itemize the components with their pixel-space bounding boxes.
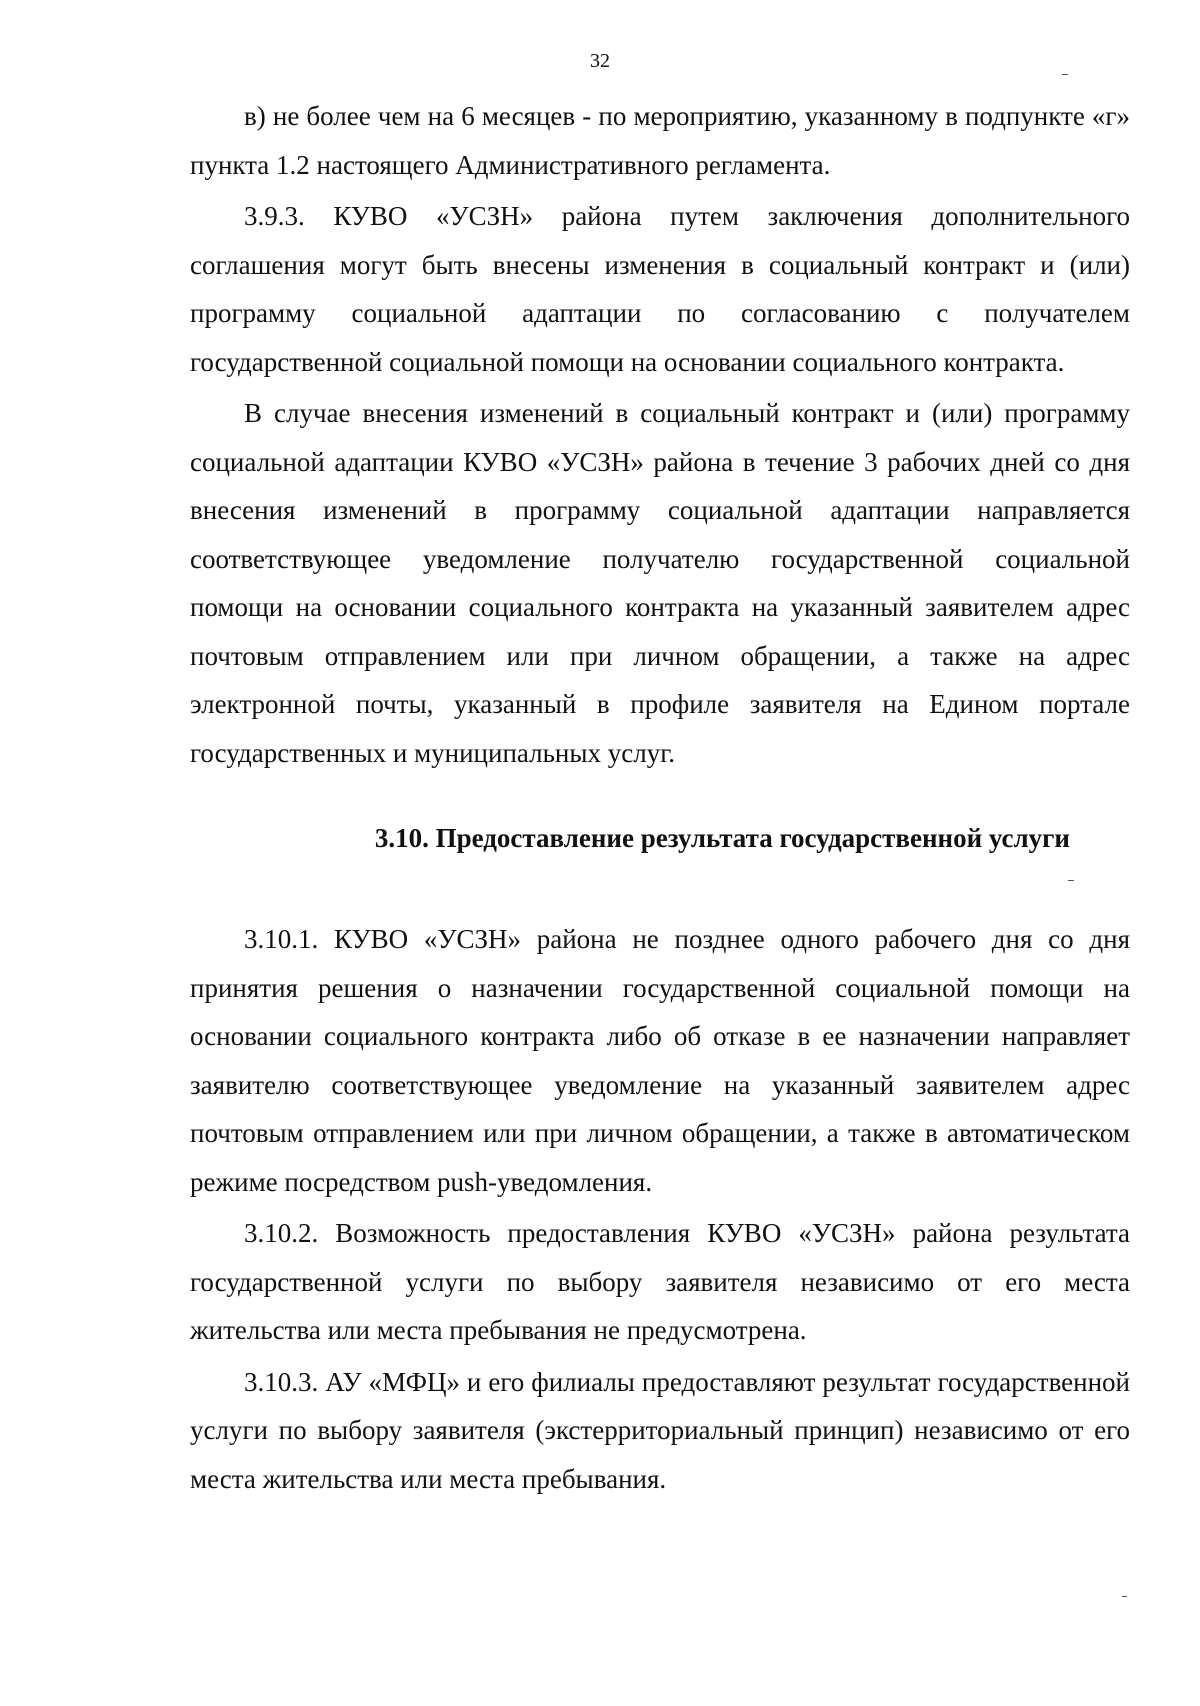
paragraph-3-9-3: 3.9.3. КУВО «УСЗН» района путем заключения дополнительного соглашения могут быть внесены изменения в социальный контракт и (или) программу социальной адаптации по согласованию с получателем государственной социальной помощи на основании социального контракта. xyxy=(190,201,1130,377)
section-heading-3-10: 3.10. Предоставление результата государственной услуги xyxy=(374,823,1070,853)
scan-artifact xyxy=(1062,74,1068,75)
text-block-after-heading xyxy=(190,915,1130,1503)
scan-artifact xyxy=(1068,880,1074,881)
paragraph-changes-notice: В случае внесения изменений в социальный контракт и (или) программу социальной адаптации КУВО «УСЗН» района в течение 3 рабочих дней со дня внесения изменений в программу социальной адаптации направляется соответствующее уведомление получателю государственной социальной помощи на основании социального контракта на указанный заявителем адрес почтовым отправлением или при личном обращении, а также на адрес электронной почты, указанный в профиле заявителя на Едином портале государственных и муниципальных услуг. xyxy=(190,398,1130,768)
paragraph-3-10-1: 3.10.1. КУВО «УСЗН» района не позднее одного рабочего дня со дня принятия решения о назначении государственной социальной помощи на основании социального контракта либо об отказе в ее назначении направляет заявителю соответствующее уведомление на указанный заявителем адрес почтовым отправлением или при личном обращении, а также в автоматическом режиме посредством push-уведомления. xyxy=(190,924,1130,1197)
paragraph-3-10-3: 3.10.3. АУ «МФЦ» и его филиалы предоставляют результат государственной услуги по выбору заявителя (экстерриториальный принцип) независимо от его места жительства или места пребывания. xyxy=(190,1366,1130,1494)
paragraph-subitem-v: в) не более чем на 6 месяцев - по мероприятию, указанному в подпункте «г» пункта 1.2 настоящего Административного регламента. xyxy=(190,101,1130,180)
scan-artifact xyxy=(1122,1596,1127,1597)
page-number: 32 xyxy=(590,50,610,72)
paragraph-3-10-2: 3.10.2. Возможность предоставления КУВО «УСЗН» района результата государственной услуги по выбору заявителя независимо от его места жительства или места пребывания не предусмотрена. xyxy=(190,1218,1130,1345)
text-block-before-heading xyxy=(190,92,1130,777)
